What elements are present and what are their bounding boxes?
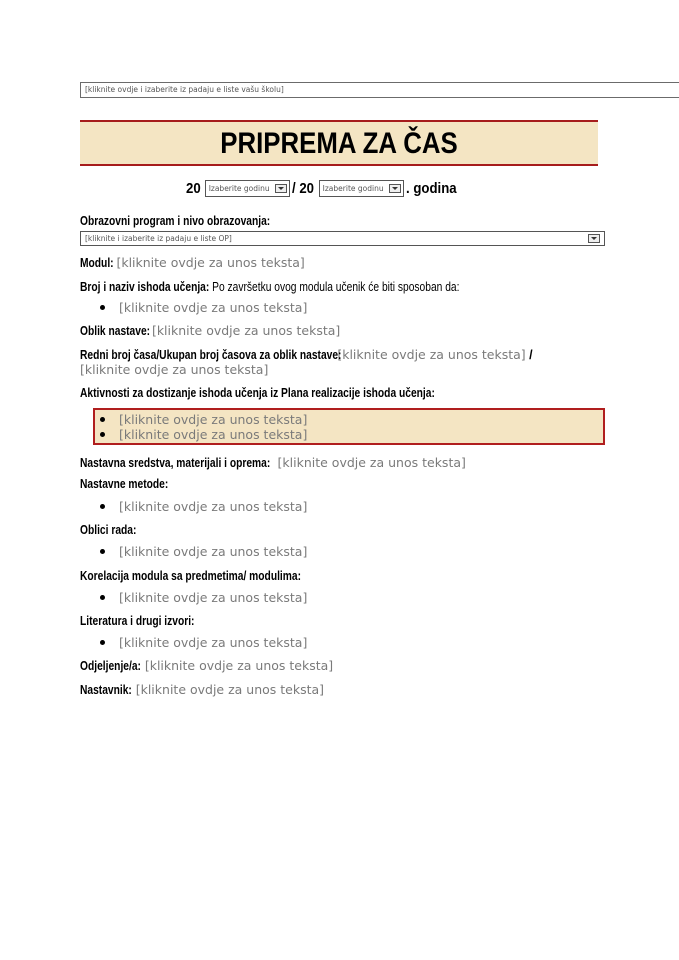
aktivnost-input-2[interactable]: [kliknite ovdje za unos teksta] bbox=[119, 427, 308, 442]
list-item bbox=[100, 635, 307, 650]
chevron-down-icon[interactable] bbox=[588, 234, 600, 243]
odjeljenje-label: Odjeljenje/a: bbox=[80, 659, 141, 673]
nastavnik-row bbox=[80, 682, 324, 697]
list-item bbox=[100, 590, 307, 605]
chevron-down-icon[interactable] bbox=[389, 184, 401, 193]
redni-broj-label: Redni broj časa/Ukupan broj časova za oblik nastave: bbox=[80, 348, 342, 362]
aktivnosti-label: Aktivnosti za dostizanje ishoda učenja iz Plana realizacije ishoda učenja: bbox=[80, 386, 435, 400]
bullet-icon bbox=[100, 504, 105, 509]
list-item bbox=[100, 300, 307, 315]
list-item bbox=[100, 427, 307, 442]
korelacija-input[interactable]: [kliknite ovdje za unos teksta] bbox=[119, 590, 308, 605]
redni-broj-input-1[interactable]: [kliknite ovdje za unos teksta] bbox=[337, 347, 526, 362]
redni-broj-row bbox=[80, 347, 533, 362]
modul-label: Modul: bbox=[80, 256, 114, 270]
oblik-nastave-label: Oblik nastave: bbox=[80, 324, 151, 338]
chevron-down-icon[interactable] bbox=[275, 184, 287, 193]
year-separator: / 20 bbox=[291, 179, 314, 197]
year-select-2-label: Izaberite godinu bbox=[322, 183, 384, 193]
oblik-nastave-input[interactable]: [kliknite ovdje za unos teksta] bbox=[151, 323, 341, 338]
bullet-icon bbox=[100, 549, 105, 554]
odjeljenje-row bbox=[80, 658, 333, 673]
title-banner bbox=[80, 120, 598, 166]
program-select-label: [kliknite i izaberite iz padaju e liste OP] bbox=[85, 234, 232, 243]
oblik-nastave-row bbox=[80, 323, 340, 338]
program-label: Obrazovni program i nivo obrazovanja: bbox=[80, 214, 271, 228]
ishod-input[interactable]: [kliknite ovdje za unos teksta] bbox=[119, 300, 308, 315]
school-year-row bbox=[186, 176, 463, 200]
metode-input[interactable]: [kliknite ovdje za unos teksta] bbox=[119, 499, 308, 514]
oblici-rada-label: Oblici rada: bbox=[80, 523, 137, 537]
korelacija-label: Korelacija modula sa predmetima/ modulima: bbox=[80, 569, 302, 583]
list-item bbox=[100, 544, 307, 559]
aktivnost-input-1[interactable]: [kliknite ovdje za unos teksta] bbox=[119, 412, 308, 427]
redni-broj-input-2[interactable]: [kliknite ovdje za unos teksta] bbox=[80, 362, 269, 377]
nastavnik-input[interactable]: [kliknite ovdje za unos teksta] bbox=[135, 682, 325, 697]
metode-label: Nastavne metode: bbox=[80, 477, 169, 491]
ishod-row bbox=[80, 280, 459, 294]
bullet-icon bbox=[100, 305, 105, 310]
year-suffix: . godina bbox=[405, 179, 457, 197]
sredstva-row bbox=[80, 455, 466, 470]
sredstva-input[interactable]: [kliknite ovdje za unos teksta] bbox=[277, 455, 466, 470]
bullet-icon bbox=[100, 417, 105, 422]
ishod-text: Po završetku ovog modula učenik će biti sposoban da: bbox=[212, 280, 460, 294]
oblici-rada-input[interactable]: [kliknite ovdje za unos teksta] bbox=[119, 544, 308, 559]
literatura-input[interactable]: [kliknite ovdje za unos teksta] bbox=[119, 635, 308, 650]
bullet-icon bbox=[100, 595, 105, 600]
year-select-1[interactable] bbox=[205, 180, 290, 197]
program-select[interactable] bbox=[80, 231, 605, 246]
year-select-1-label: Izaberite godinu bbox=[208, 183, 270, 193]
odjeljenje-input[interactable]: [kliknite ovdje za unos teksta] bbox=[144, 658, 334, 673]
redni-broj-row-2 bbox=[80, 362, 268, 377]
ishod-label: Broj i naziv ishoda učenja: bbox=[80, 280, 210, 294]
modul-input[interactable]: [kliknite ovdje za unos teksta] bbox=[116, 255, 305, 270]
bullet-icon bbox=[100, 432, 105, 437]
sredstva-label: Nastavna sredstva, materijali i oprema: bbox=[80, 456, 271, 470]
list-item bbox=[100, 412, 307, 427]
year-prefix: 20 bbox=[186, 179, 201, 197]
modul-row bbox=[80, 255, 305, 270]
nastavnik-label: Nastavnik: bbox=[80, 683, 132, 697]
year-select-2[interactable] bbox=[319, 180, 404, 197]
school-select[interactable]: [kliknite ovdje i izaberite iz padaju e liste vašu školu] bbox=[80, 82, 679, 98]
redni-broj-slash: / bbox=[529, 348, 533, 362]
bullet-icon bbox=[100, 640, 105, 645]
list-item bbox=[100, 499, 307, 514]
page-title: PRIPREMA ZA ČAS bbox=[220, 127, 458, 160]
literatura-label: Literatura i drugi izvori: bbox=[80, 614, 195, 628]
